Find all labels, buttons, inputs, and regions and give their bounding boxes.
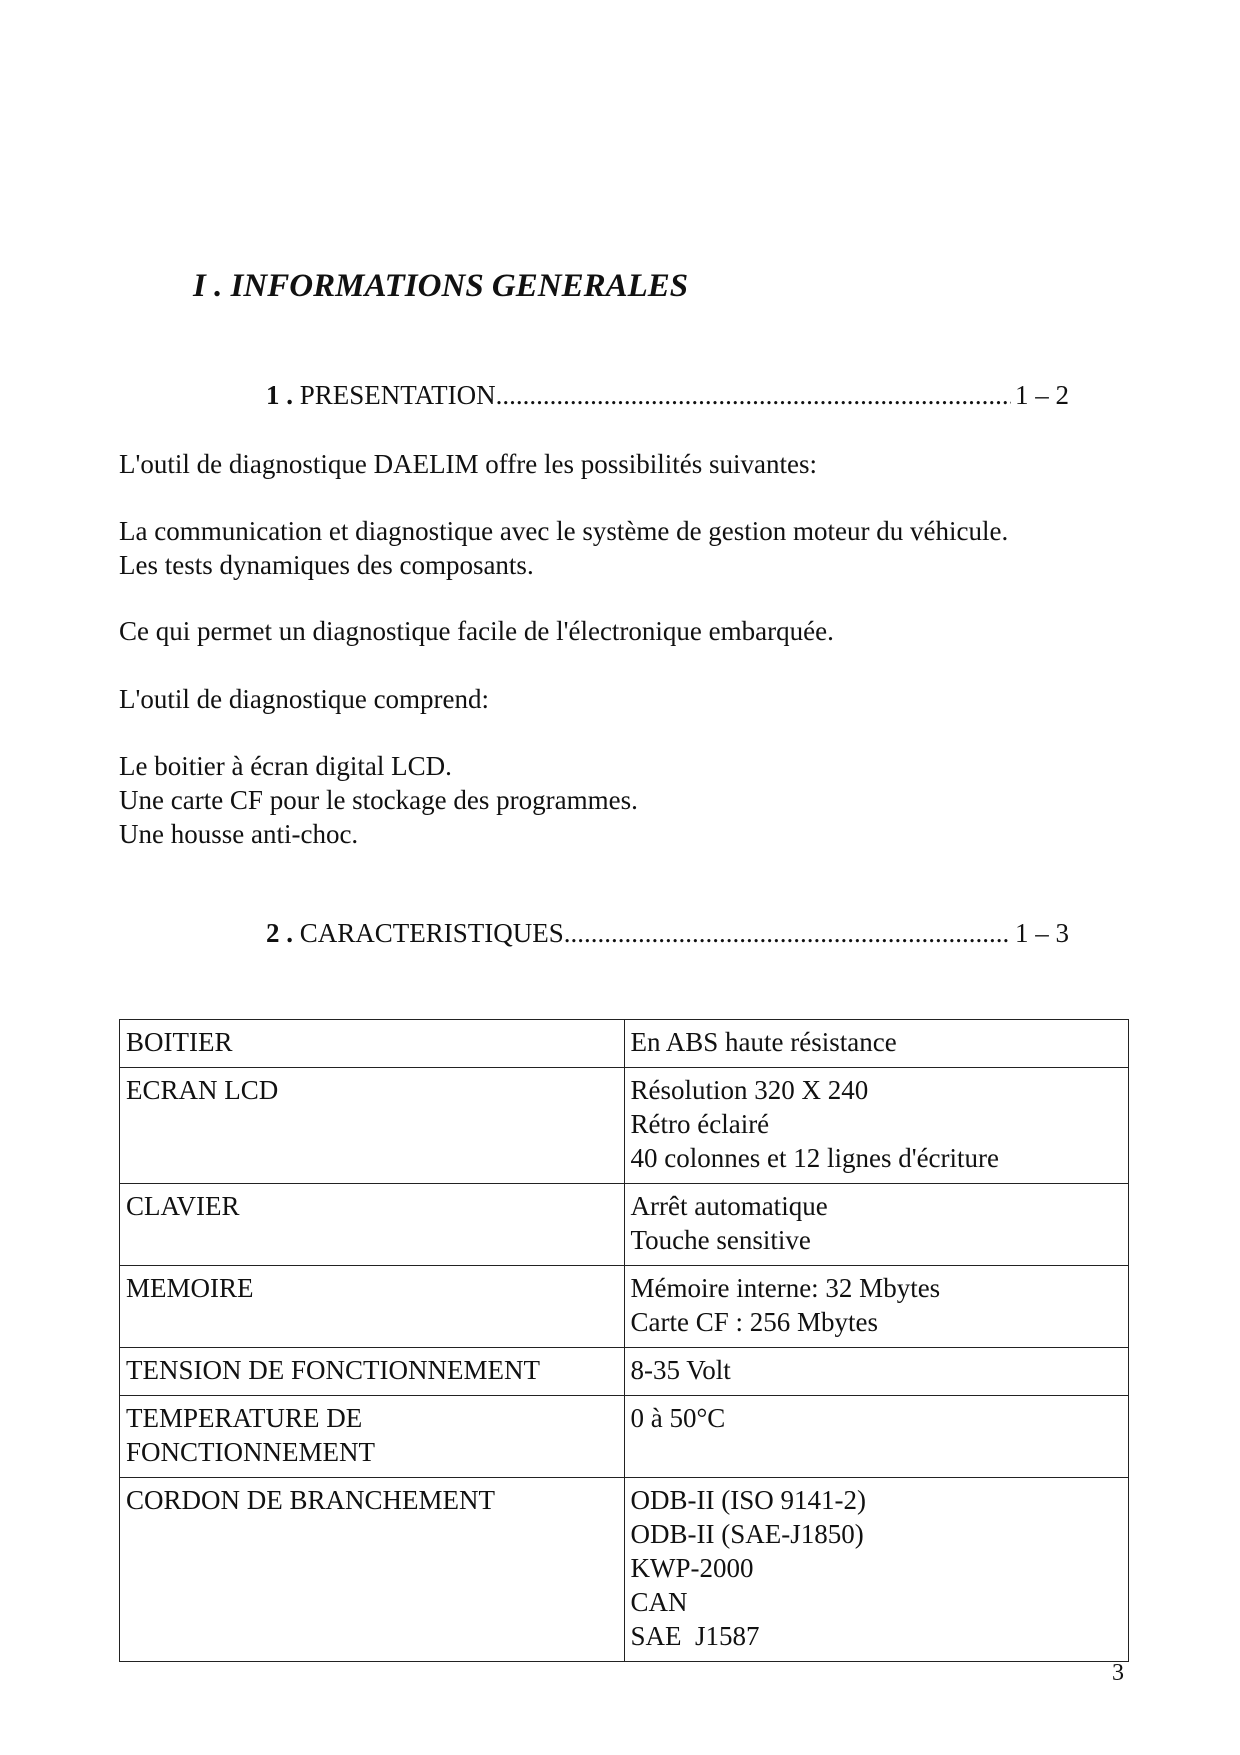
contents-list: [119, 749, 638, 851]
spec-value-line: Carte CF : 256 Mbytes: [630, 1307, 878, 1337]
toc-leader: [496, 380, 1011, 411]
spec-label: ECRAN LCD: [120, 1068, 625, 1184]
spec-value-line: 0 à 50°C: [630, 1403, 726, 1433]
spec-value-line: Résolution 320 X 240: [630, 1075, 869, 1105]
spec-value: [624, 1396, 1129, 1478]
toc-entry-presentation: [266, 380, 1069, 411]
toc-number: 1 .: [266, 380, 293, 410]
spec-label: MEMOIRE: [120, 1266, 625, 1348]
toc-number: 2 .: [266, 918, 293, 948]
spec-value-line: 40 colonnes et 12 lignes d'écriture: [630, 1143, 1000, 1173]
spec-value: [624, 1266, 1129, 1348]
table-row: [120, 1266, 1129, 1348]
spec-value: [624, 1068, 1129, 1184]
spec-value-line: Rétro éclairé: [630, 1109, 770, 1139]
spec-value-line: Arrêt automatique: [630, 1191, 828, 1221]
contents-item: Le boitier à écran digital LCD.: [119, 751, 452, 781]
spec-label: CORDON DE BRANCHEMENT: [120, 1478, 625, 1662]
spec-value: [624, 1348, 1129, 1396]
summary-paragraph: Ce qui permet un diagnostique facile de l'électronique embarquée.: [119, 616, 834, 646]
spec-value-line: Mémoire interne: 32 Mbytes: [630, 1273, 941, 1303]
spec-label: [120, 1396, 625, 1478]
table-row: [120, 1348, 1129, 1396]
spec-value-line: CAN: [630, 1587, 688, 1617]
toc-label: CARACTERISTIQUES: [299, 918, 564, 948]
contents-intro: L'outil de diagnostique comprend:: [119, 684, 490, 714]
specifications-table: [119, 1019, 1129, 1662]
spec-value: [624, 1184, 1129, 1266]
contents-item: Une carte CF pour le stockage des programmes.: [119, 785, 638, 815]
table-row: [120, 1478, 1129, 1662]
toc-page: 1 – 3: [1015, 918, 1069, 948]
feature-line: La communication et diagnostique avec le système de gestion moteur du véhicule.: [119, 516, 1009, 546]
table-row: [120, 1020, 1129, 1068]
table-row: [120, 1396, 1129, 1478]
spec-value-line: KWP-2000: [630, 1553, 754, 1583]
spec-value-line: ODB-II (ISO 9141-2): [630, 1485, 866, 1515]
toc-entry-caracteristiques: [266, 918, 1069, 949]
intro-paragraph: L'outil de diagnostique DAELIM offre les possibilités suivantes:: [119, 449, 818, 479]
page-title: I . INFORMATIONS GENERALES: [193, 268, 689, 304]
spec-value-line: Touche sensitive: [630, 1225, 811, 1255]
page-number: 3: [1112, 1660, 1124, 1686]
spec-label: TENSION DE FONCTIONNEMENT: [120, 1348, 625, 1396]
spec-value: [624, 1478, 1129, 1662]
spec-label-line: TEMPERATURE DE: [126, 1403, 363, 1433]
spec-value-line: ODB-II (SAE-J1850): [630, 1519, 864, 1549]
features-paragraph: [119, 514, 1008, 582]
toc-leader: [564, 918, 1011, 949]
spec-label: CLAVIER: [120, 1184, 625, 1266]
table-row: [120, 1068, 1129, 1184]
spec-value-line: 8-35 Volt: [630, 1355, 731, 1385]
spec-value-line: SAE J1587: [630, 1621, 760, 1651]
toc-page: 1 – 2: [1015, 380, 1069, 410]
spec-label-line: FONCTIONNEMENT: [126, 1437, 375, 1467]
toc-label: PRESENTATION: [299, 380, 496, 410]
spec-label: BOITIER: [120, 1020, 625, 1068]
table-row: [120, 1184, 1129, 1266]
feature-line: Les tests dynamiques des composants.: [119, 550, 534, 580]
contents-item: Une housse anti-choc.: [119, 819, 359, 849]
spec-value-line: En ABS haute résistance: [630, 1027, 897, 1057]
spec-value: [624, 1020, 1129, 1068]
